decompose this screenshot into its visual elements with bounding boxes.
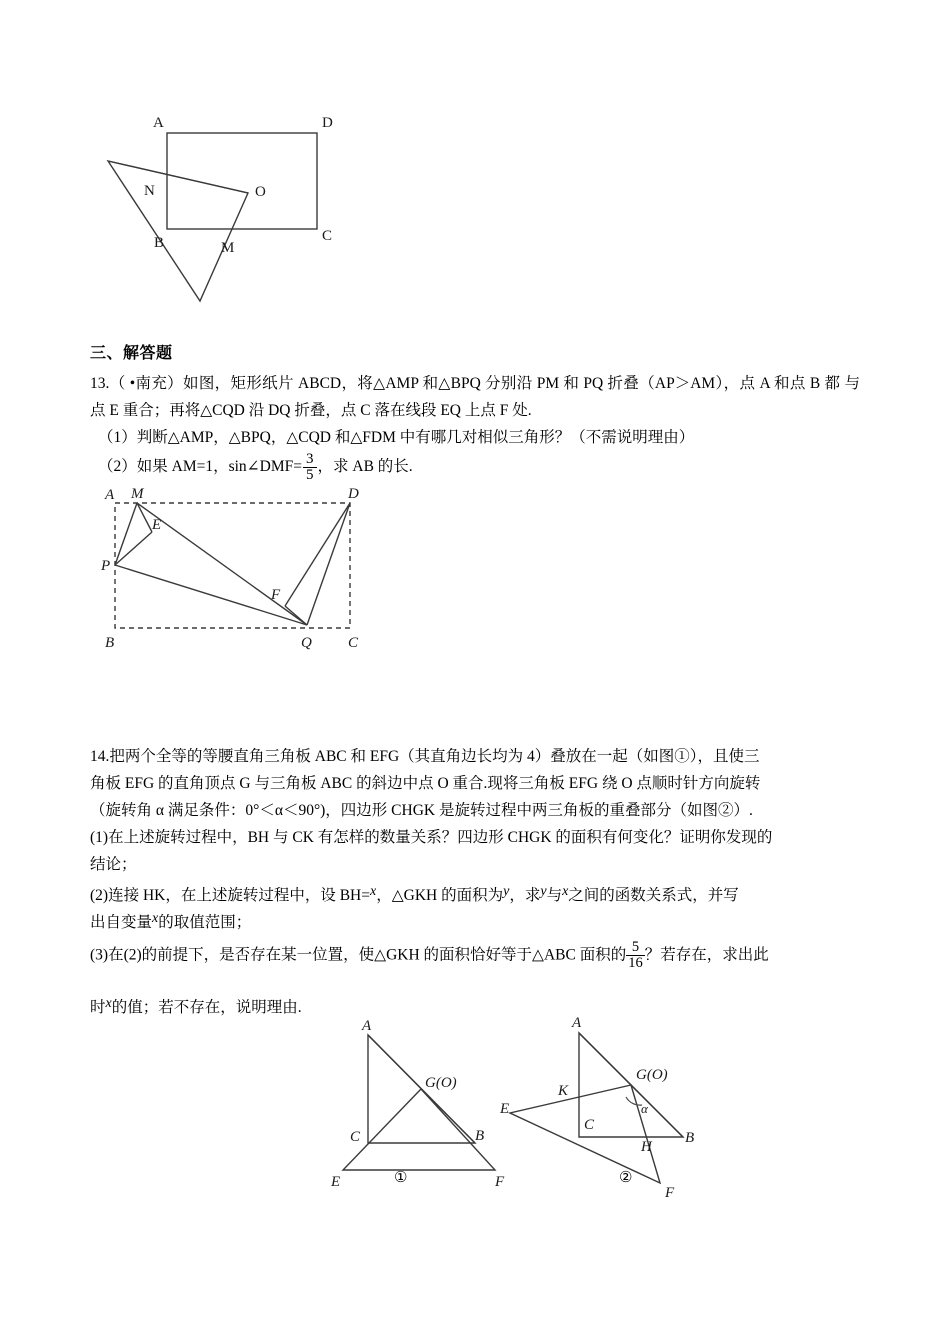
problem-14-line2	[90, 770, 860, 797]
figure-14-1-label-go: G(O)	[425, 1075, 457, 1091]
figure-13-label-e: E	[152, 517, 162, 533]
figure-14-2-label-h: H	[641, 1139, 652, 1155]
problem-14-line1	[90, 743, 860, 770]
problem-14-part2-b: ，△GKH 的面积为	[376, 886, 504, 904]
problem-13-stem-line2: 与点 E 重合；再将△CQD 沿 DQ 折叠，点 C 落在线段 EQ 上点 F 处.	[90, 375, 861, 419]
problem-14-part1-line1	[90, 824, 860, 851]
figure-13-label-p: P	[101, 558, 111, 574]
figure-14-1-label-e: E	[331, 1174, 341, 1190]
problem-14-part3-b: ？若存在，求出此	[644, 946, 769, 964]
figure-14-2-label-go: G(O)	[636, 1067, 668, 1083]
problem-14-part3-a: (3)在(2)的前提下，是否存在某一位置，使△GKH 的面积恰好等于△ABC 面积的	[90, 946, 627, 964]
figure-14-diagram-1	[305, 1010, 525, 1205]
problem-14-var-x-2: x	[562, 884, 569, 899]
problem-13-stem	[90, 370, 860, 424]
problem-14-part1-line1-text: (1)在上述旋转过程中，BH 与 CK 有怎样的数量关系？四边形 CHGK 的面积有何变化？证明你发现的	[90, 829, 773, 846]
problem-14-part2-c: ，求	[509, 886, 541, 904]
figure-top-label-a: A	[153, 115, 164, 131]
problem-14-line1-text: 把两个全等的等腰直角三角板 ABC 和 EFG（其直角边长均为 4）叠放在一起（如图①），且使三	[109, 748, 760, 765]
figure-14-2-label-k: K	[558, 1083, 569, 1099]
problem-14-part3-line2-a: 时	[90, 998, 106, 1016]
problem-14-line3	[90, 797, 860, 824]
problem-14-part2-line2-a: 出自变量	[90, 913, 153, 931]
problem-13-stem-line1: 如图，矩形纸片 ABCD，将△AMP 和△BPQ 分别沿 PM 和 PQ 折叠（AP＞AM），点 A 和点 B 都	[183, 375, 841, 392]
problem-13-number: 13.	[90, 375, 110, 392]
problem-14-part2-a: (2)连接 HK，在上述旋转过程中，设 BH=	[90, 886, 370, 904]
figure-14-2-label-f: F	[665, 1185, 675, 1201]
problem-14-part2-line2-b: 的取值范围；	[158, 913, 252, 931]
figure-top-label-o: O	[255, 184, 266, 200]
problem-14-line3-text: （旋转角 α 满足条件：0°＜α＜90°)，四边形 CHGK 是旋转过程中两三角板的重叠部分（如图②）.	[90, 802, 753, 819]
problem-14-var-x-3: x	[152, 911, 159, 926]
figure-13-label-a: A	[105, 487, 115, 503]
figure-13-label-d: D	[348, 486, 359, 502]
figure-13-label-q: Q	[301, 635, 312, 651]
figure-14-2-label-a: A	[572, 1015, 582, 1031]
problem-13-fraction-3-over-5	[303, 452, 317, 484]
figure-14-2-label-alpha: α	[641, 1101, 648, 1116]
problem-13-part2-post: ，求 AB 的长.	[317, 458, 413, 476]
problem-13-part2	[98, 452, 868, 484]
problem-13-part1-text: （1）判断△AMP，△BPQ，△CQD 和△FDM 中有哪几对相似三角形？（不需说明理由）	[98, 429, 695, 446]
figure-13-label-f: F	[271, 587, 281, 603]
figure-top-label-n: N	[144, 183, 155, 199]
figure-14-2-label-b: B	[685, 1130, 695, 1146]
figure-top-label-c: C	[322, 228, 333, 244]
problem-13-fraction-numerator: 3	[306, 451, 314, 467]
figure-14-1-caption: ①	[394, 1170, 408, 1186]
problem-13-part2-pre: （2）如果 AM=1，sin∠DMF=	[98, 458, 303, 476]
problem-14-part1-line2-text: 结论；	[90, 856, 137, 873]
problem-14-fraction-denominator: 16	[628, 954, 643, 971]
figure-14-2-caption: ②	[619, 1170, 633, 1186]
figure-14-2-label-c: C	[584, 1117, 595, 1133]
figure-14-2-label-e: E	[500, 1101, 510, 1117]
problem-14-var-y-2: y	[540, 884, 547, 899]
figure-14-1-label-c: C	[350, 1129, 361, 1145]
figure-14-1-label-b: B	[475, 1128, 485, 1144]
problem-14-part3-line2-b: 的值；若不存在，说明理由.	[111, 998, 302, 1016]
problem-13-fraction-denominator: 5	[303, 467, 317, 483]
figure-problem-13	[95, 485, 395, 655]
problem-14-part2-e: 之间的函数关系式，并写	[568, 886, 739, 904]
problem-14-part3-line1	[90, 940, 860, 971]
problem-14-var-x-4: x	[105, 996, 112, 1011]
section-heading: 三、解答题	[90, 343, 173, 362]
problem-14-number: 14.	[90, 748, 110, 765]
problem-14-part1-line2	[90, 851, 860, 878]
problem-13-source: （ •南充）	[109, 375, 184, 392]
figure-top-label-b: B	[154, 235, 165, 251]
figure-13-label-c: C	[348, 635, 359, 651]
problem-14-fraction-5-over-16	[626, 940, 645, 971]
figure-14-1-label-a: A	[362, 1018, 372, 1034]
problem-13-part1	[98, 424, 868, 451]
problem-14-part2-d: 与	[546, 886, 563, 904]
figure-top-rectangle-abcd	[100, 105, 370, 320]
figure-13-label-m: M	[131, 486, 144, 502]
figure-13-label-b: B	[105, 635, 115, 651]
figure-top-label-m: M	[221, 240, 235, 256]
problem-14-var-y-1: y	[503, 884, 510, 899]
problem-14-part2-line2	[90, 905, 860, 936]
figure-top-label-d: D	[322, 115, 333, 131]
problem-14-line2-text: 角板 EFG 的直角顶点 G 与三角板 ABC 的斜边中点 O 重合.现将三角板 EFG 绕 O 点顺时针方向旋转	[90, 775, 761, 792]
problem-14-fraction-numerator: 5	[631, 939, 640, 955]
figure-14-1-label-f: F	[495, 1174, 505, 1190]
problem-14-var-x-1: x	[370, 884, 377, 899]
